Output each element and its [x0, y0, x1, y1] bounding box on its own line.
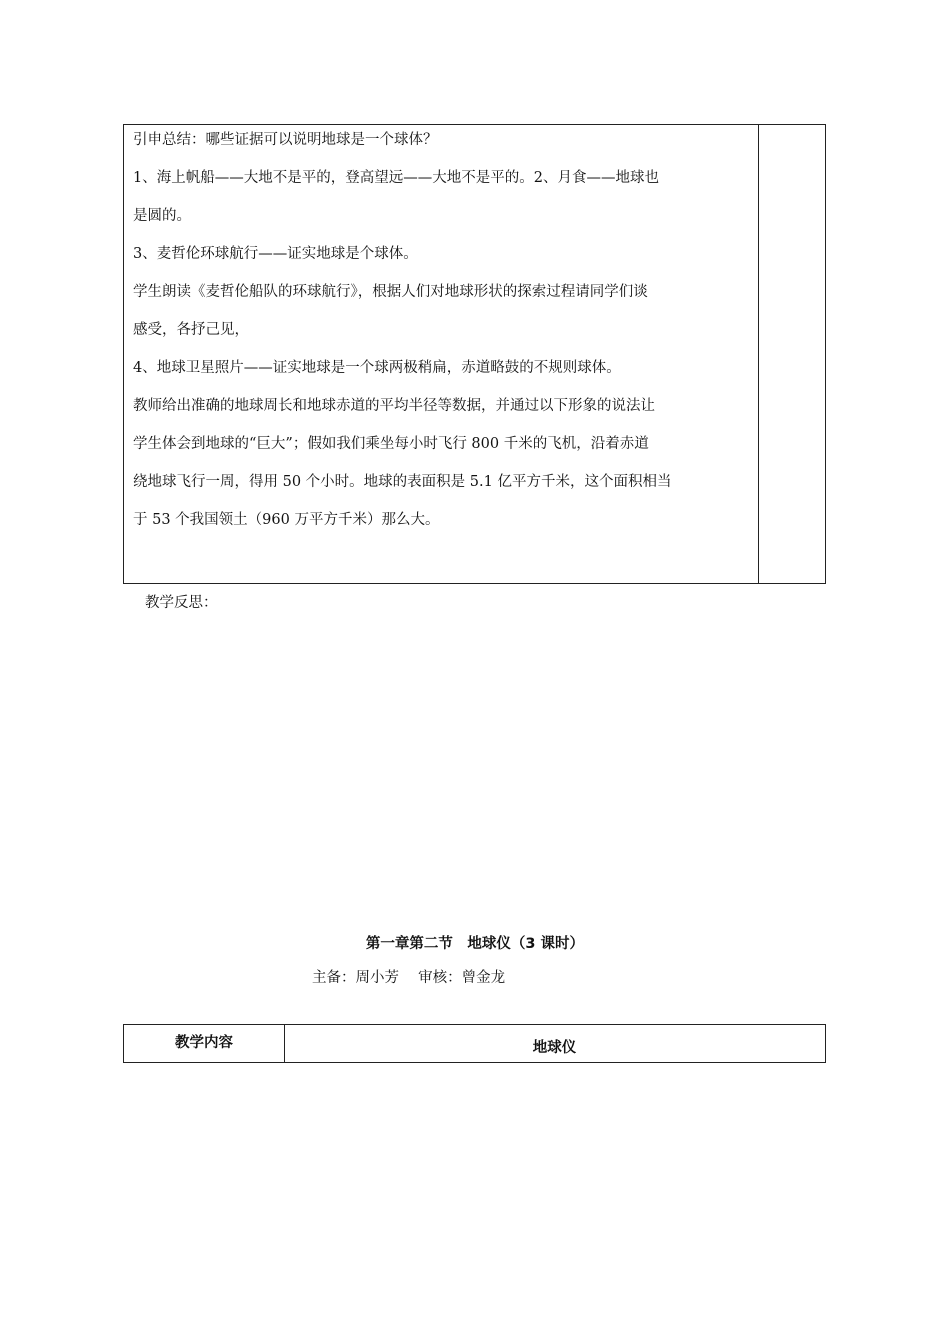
teacher-line-2: 学生体会到地球的“巨大”；假如我们乘坐每小时飞行 800 千米的飞机，沿着赤道 [133, 436, 649, 452]
lesson-content-cell [133, 131, 751, 530]
evidence-line-4: 4、地球卫星照片——证实地球是一个球两极稍扁，赤道略鼓的不规则球体。 [133, 360, 621, 376]
header-label: 教学内容 [175, 1035, 233, 1051]
section-title: 第一章第二节 地球仪（3 课时） [365, 936, 585, 952]
evidence-line-1-cont: 是圆的。 [133, 208, 191, 224]
header-value: 地球仪 [532, 1040, 577, 1056]
summary-question: 引申总结：哪些证据可以说明地球是一个球体？ [133, 132, 438, 148]
evidence-line-1: 1、海上帆船——大地不是平的，登高望远——大地不是平的。2、月食——地球也 [133, 170, 659, 186]
reflection-label: 教学反思： [145, 595, 218, 611]
lesson-content-table [123, 124, 826, 584]
column-divider [758, 125, 759, 583]
content-header-table [123, 1024, 826, 1063]
teacher-line-3: 绕地球飞行一周，得用 50 个小时。地球的表面积是 5.1 亿平方千米，这个面积相当 [133, 474, 672, 490]
student-reading-line: 学生朗读《麦哲伦船队的环球航行》，根据人们对地球形状的探索过程请同学们谈 [133, 284, 648, 300]
teacher-line-1: 教师给出准确的地球周长和地球赤道的平均半径等数据，并通过以下形象的说法让 [133, 398, 655, 414]
teacher-line-4: 于 53 个我国领土（960 万平方千米）那么大。 [133, 512, 440, 528]
student-reading-line-cont: 感受，各抒己见， [133, 322, 249, 338]
authors-line: 主备：周小芳 审核：曾金龙 [312, 970, 506, 986]
evidence-line-3: 3、麦哲伦环球航行——证实地球是个球体。 [133, 246, 418, 262]
